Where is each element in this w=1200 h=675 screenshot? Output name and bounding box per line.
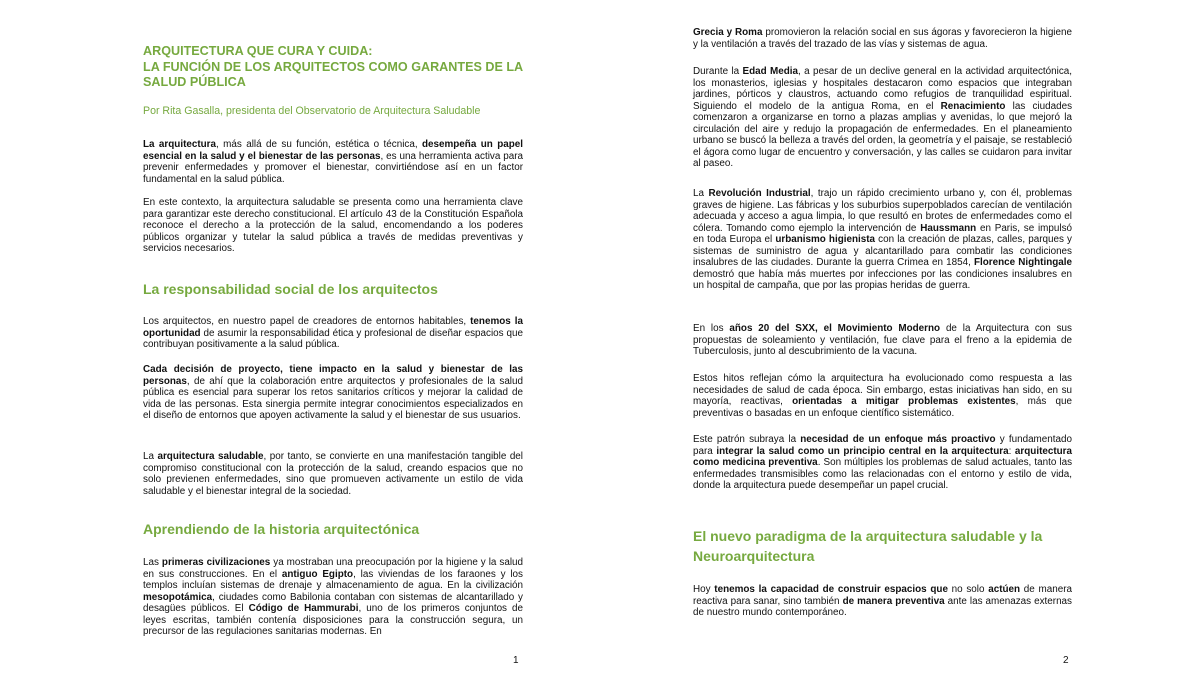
section-heading: El nuevo paradigma de la arquitectura saludable y la Neuroarquitectura: [693, 528, 1043, 564]
paragraph: Grecia y Roma promovieron la relación social en sus ágoras y favorecieron la higiene y la ventilación a través del trazado de las vías y sistemas de agua.: [693, 27, 1072, 50]
paragraph: Hoy tenemos la capacidad de construir espacios que no solo actúen de manera reactiva para sanar, sino también de manera preventiva ante las amenazas externas de nuestro mundo contemporáneo.: [693, 584, 1072, 618]
author-byline: Por Rita Gasalla, presidenta del Observatorio de Arquitectura Saludable: [143, 105, 481, 117]
page-number: 2: [1063, 655, 1069, 666]
paragraph: En este contexto, la arquitectura saludable se presenta como una herramienta clave para garantizar este derecho constitucional. El artículo 43 de la Constitución Española reconoce el derecho a la protección de la salud, encomendando a los poderes públicos organizar y tutelar la salud pública a través de medidas preventivas y servicios necesarios.: [143, 197, 523, 254]
paragraph: La Revolución Industrial, trajo un rápido crecimiento urbano y, con él, problemas graves de higiene. Las fábricas y los suburbios superpoblados carecían de ventilación adecuada y acceso a agua limpia, lo que resultó en brotes de enfermedades como el cólera. Tomando como ejemplo la intervención de Haussmann en Paris, se impulsó en toda Europa el urbanismo higienista con la creación de plazas, calles, parques y sistemas de suministro de agua y alcantarillado para combatir las condiciones insalubres de las ciudades. Durante la guerra Crimea en 1854, Florence Nightingale demostró que había más muertes por infecciones por las condiciones insalubres en un hospital de campaña, que por las propias heridas de guerra.: [693, 188, 1072, 291]
page-2: [600, 0, 1200, 675]
paragraph: Durante la Edad Media, a pesar de un declive general en la actividad arquitectónica, los monasterios, iglesias y hospitales destacaron como espacios que integraban jardines, pórticos y claustros, actuando como refugios de tranquilidad espiritual. Siguiendo el modelo de la antigua Roma, en el Renacimiento las ciudades comenzaron a organizarse en torno a plazas amplias y avenidas, lo que mejoró la circulación del aire y redujo la propagación de enfermedades. En el planeamiento urbano se buscó la belleza a través del orden, la geometría y el paisaje, se restableció el ágora como lugar de encuentro y conversación, y las calles se cuidaron para invitar al paseo.: [693, 66, 1073, 169]
section-heading: La responsabilidad social de los arquitectos: [143, 281, 438, 297]
paragraph: La arquitectura, más allá de su función, estética o técnica, desempeña un papel esencial en la salud y el bienestar de las personas, es una herramienta activa para prevenir enfermedades y promover el bienestar, convirtiéndose así en un factor fundamental en la salud pública.: [143, 139, 523, 185]
paragraph: Este patrón subraya la necesidad de un enfoque más proactivo y fundamentado para integrar la salud como un principio central en la arquitectura: arquitectura como medicina preventiva. Son múltiples los problemas de salud actuales, tanto las enfermedades transmisibles como las relacionadas con el entorno y estilo de vida, donde la arquitectura puede desempeñar un papel crucial.: [693, 434, 1073, 491]
paragraph: Las primeras civilizaciones ya mostraban una preocupación por la higiene y la salud en sus construcciones. En el antiguo Egipto, las viviendas de los faraones y los templos incluían sistemas de drenaje y almacenamiento de agua. En la civilización mesopotámica, ciudades como Babilonia contaban con sistemas de alcantarillado y desagües públicos. El Código de Hammurabi, uno de los primeros conjuntos de leyes escritas, también contenía disposiciones para la construcción segura, un precursor de las regulaciones sanitarias modernas. En: [143, 557, 523, 637]
page-number: 1: [513, 655, 519, 666]
title-line-2: LA FUNCIÓN DE LOS ARQUITECTOS COMO GARANTES DE LA SALUD PÚBLICA: [143, 59, 523, 89]
paragraph: Los arquitectos, en nuestro papel de creadores de entornos habitables, tenemos la oportunidad de asumir la responsabilidad ética y profesional de diseñar espacios que contribuyan positivamente a la salud pública.: [143, 316, 523, 350]
paragraph: Cada decisión de proyecto, tiene impacto en la salud y bienestar de las personas, de ahí que la colaboración entre arquitectos y profesionales de la salud pública es esencial para superar los retos sanitarios críticos y mejorar la calidad de vida de las personas. Esta sinergia permite integrar conocimientos especializados en el diseño de entornos que apoyen activamente la salud y el bienestar de sus usuarios.: [143, 364, 523, 421]
document-title: [143, 44, 533, 91]
paragraph: En los años 20 del SXX, el Movimiento Moderno de la Arquitectura con sus propuestas de soleamiento y ventilación, fue clave para el freno a la epidemia de Tuberculosis, junto al descubrimiento de la vacuna.: [693, 323, 1072, 357]
title-line-1: ARQUITECTURA QUE CURA Y CUIDA:: [143, 44, 373, 58]
paragraph: Estos hitos reflejan cómo la arquitectura ha evolucionado como respuesta a las necesidades de salud de cada época. Sin embargo, estas iniciativas han sido, en su mayoría, reactivas, orientadas a mitigar problemas existentes, más que preventivas o basadas en un enfoque científico sistemático.: [693, 373, 1072, 419]
section-heading: Aprendiendo de la historia arquitectónica: [143, 521, 420, 537]
paragraph: La arquitectura saludable, por tanto, se convierte en una manifestación tangible del compromiso constitucional con la protección de la salud, creando espacios que no solo previenen enfermedades, sino que promueven activamente un estilo de vida saludable y el bienestar integral de la sociedad.: [143, 451, 523, 497]
